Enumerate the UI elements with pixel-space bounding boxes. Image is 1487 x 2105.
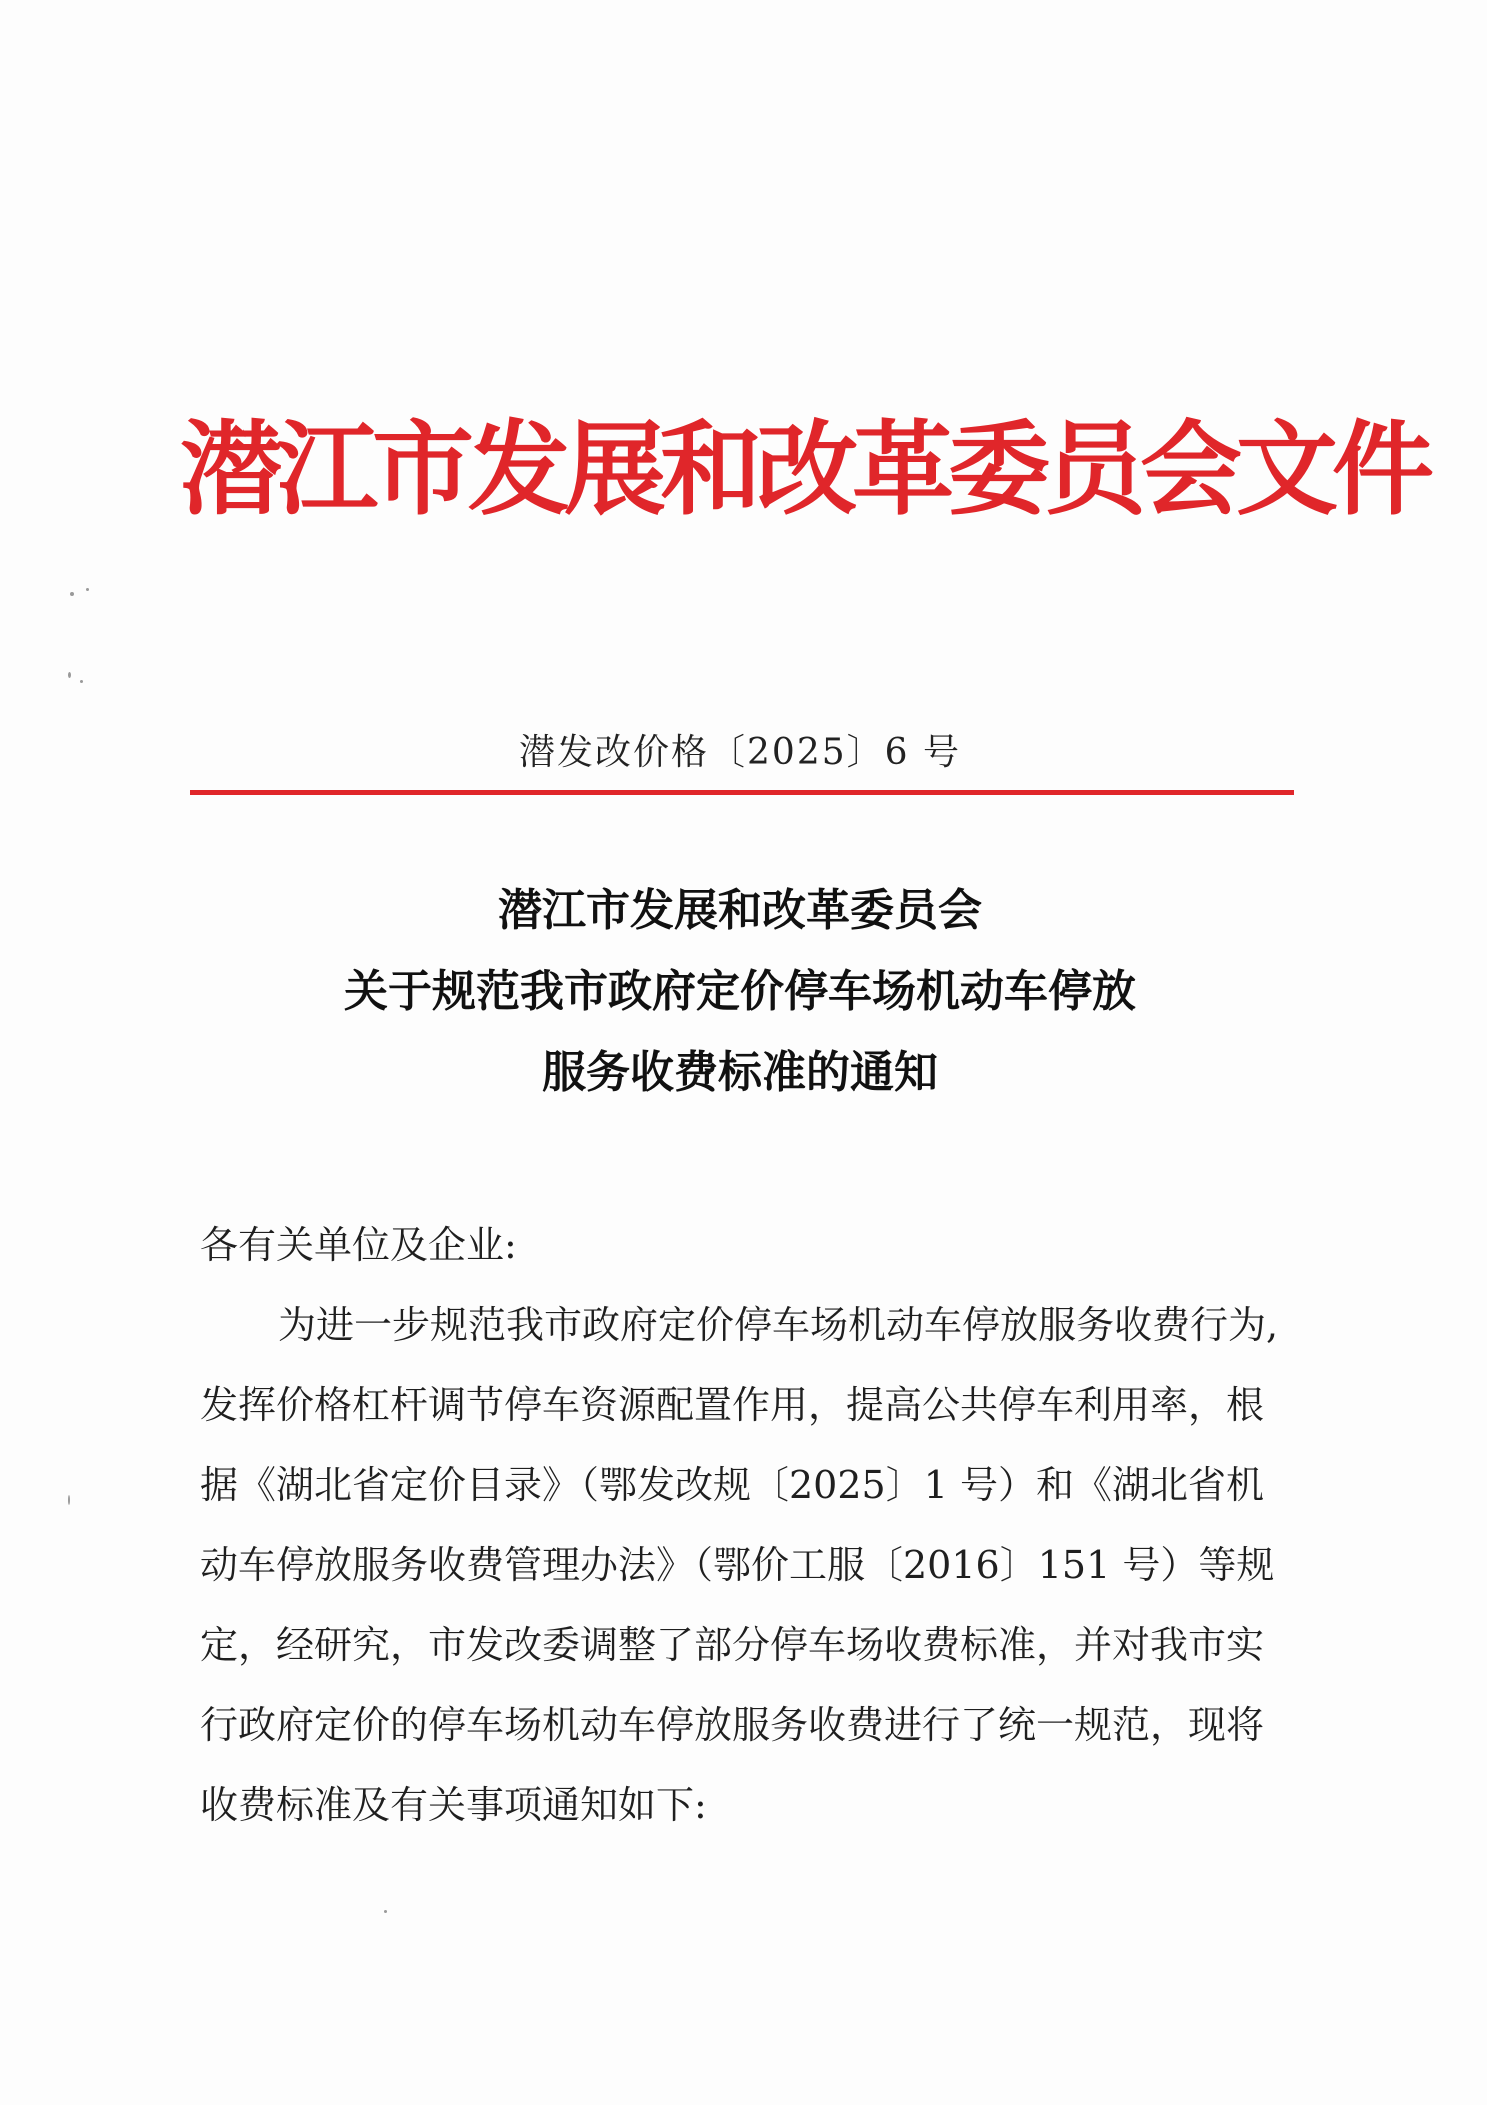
paragraph-line-2: 发挥价格杠杆调节停车资源配置作用，提高公共停车利用率，根 (200, 1383, 1265, 1427)
paragraph-line-4: 动车停放服务收费管理办法》（鄂价工服〔2016〕151 号）等规 (200, 1543, 1275, 1587)
paragraph-line-7: 收费标准及有关事项通知如下: (200, 1783, 707, 1827)
notice-title-line-1: 潜江市发展和改革委员会 (498, 885, 982, 936)
notice-title-line-3: 服务收费标准的通知 (542, 1047, 938, 1098)
scan-speck (80, 680, 83, 683)
salutation: 各有关单位及企业: (200, 1223, 517, 1267)
scan-speck (384, 1910, 387, 1913)
issuer-red-header: 潜江市发展和改革委员会文件 (180, 410, 1428, 530)
paragraph-line-3: 据《湖北省定价目录》（鄂发改规〔2025〕1 号）和《湖北省机 (200, 1463, 1264, 1507)
paragraph-line-1: 为进一步规范我市政府定价停车场机动车停放服务收费行为, (278, 1303, 1279, 1347)
notice-title (190, 870, 1290, 1113)
scan-speck (70, 592, 74, 596)
document-number: 潜发改价格〔2025〕6 号 (519, 732, 961, 773)
paragraph-line-6: 行政府定价的停车场机动车停放服务收费进行了统一规范，现将 (200, 1703, 1265, 1747)
paragraph-line-5: 定，经研究，市发改委调整了部分停车场收费标准，并对我市实 (200, 1623, 1265, 1667)
scan-speck (68, 672, 71, 678)
scan-speck (68, 1495, 70, 1505)
notice-body (200, 1205, 1290, 1845)
notice-title-line-2: 关于规范我市政府定价停车场机动车停放 (344, 966, 1136, 1017)
scan-speck (86, 588, 89, 591)
red-separator-line (190, 790, 1294, 795)
